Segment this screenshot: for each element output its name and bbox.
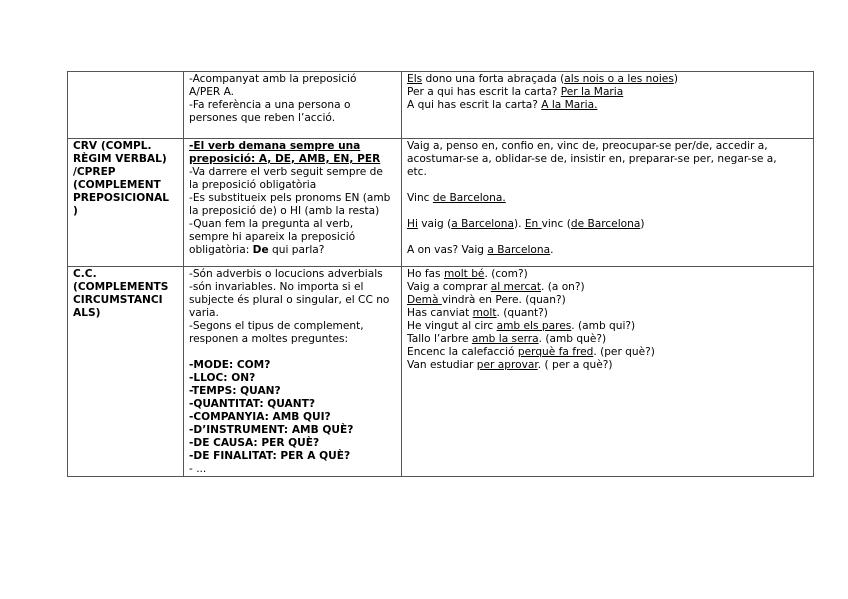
text-run: vindrà en Pere. (quan?) xyxy=(441,294,566,306)
text-run: ). xyxy=(513,218,525,230)
underlined-text: molt xyxy=(472,307,497,319)
example-line xyxy=(407,333,808,346)
row-label-line: ) xyxy=(73,205,78,217)
row-label-cell xyxy=(68,139,184,267)
row-label-cell xyxy=(68,267,184,477)
table-row-cc xyxy=(68,267,814,477)
text-run: Encenc la calefacció xyxy=(407,346,518,358)
text-run: -Són adverbis o locucions adverbials xyxy=(189,268,383,280)
example-line xyxy=(407,346,808,359)
row-label-line: (COMPLEMENTS xyxy=(73,281,169,293)
example-line xyxy=(407,244,808,257)
table-row-ci xyxy=(68,72,814,139)
underlined-text: a Barcelona xyxy=(451,218,514,230)
text-run: -TEMPS: QUAN? xyxy=(189,385,281,397)
description-line xyxy=(189,359,396,372)
underlined-text: a Barcelona xyxy=(487,244,551,256)
text-run: sempre hi apareix la preposició xyxy=(189,231,356,243)
text-run: Vaig a, penso en, confio en, vinc de, preocupar-se per/de, accedir a, xyxy=(407,140,768,152)
text-run: -QUANTITAT: QUANT? xyxy=(189,398,315,410)
description-line xyxy=(189,346,396,359)
row-description-cell xyxy=(184,267,402,477)
text-run: -LLOC: ON? xyxy=(189,372,256,384)
description-line xyxy=(189,166,396,179)
text-run: obligatòria: xyxy=(189,244,253,256)
row-description-cell xyxy=(184,139,402,267)
example-line xyxy=(407,166,808,179)
text-run: la preposició de) o HI (amb la resta) xyxy=(189,205,380,217)
description-line xyxy=(189,86,396,99)
underlined-text: amb la serra xyxy=(471,333,539,345)
row-label-cell xyxy=(68,72,184,139)
text-run: -Quan fem la pregunta al verb, xyxy=(189,218,354,230)
example-line xyxy=(407,153,808,166)
text-run: -Acompanyat amb la preposició xyxy=(189,73,357,85)
text-run: Vaig a comprar xyxy=(407,281,491,293)
text-run: Ho fas xyxy=(407,268,444,280)
example-line xyxy=(407,205,808,218)
example-line xyxy=(407,192,808,205)
text-run: . xyxy=(550,244,554,256)
text-run: . (amb qui?) xyxy=(571,320,636,332)
text-run: acostumar-se a, oblidar-se de, insistir en, preparar-se per, negar-se a, xyxy=(407,153,777,165)
row-examples-cell xyxy=(402,72,814,139)
text-run: dono una forta abraçada ( xyxy=(422,73,565,85)
description-line xyxy=(189,372,396,385)
row-label-line: CIRCUMSTANCI xyxy=(73,294,163,306)
underlined-text: A la Maria. xyxy=(541,99,598,111)
text-run: varia. xyxy=(189,307,219,319)
underlined-text: amb els pares xyxy=(496,320,572,332)
row-label-line: C.C. xyxy=(73,268,97,280)
underlined-text: Hi xyxy=(407,218,418,230)
text-run: -Va darrere el verb seguit sempre de xyxy=(189,166,383,178)
description-line xyxy=(189,320,396,333)
example-line xyxy=(407,179,808,192)
description-line xyxy=(189,73,396,86)
underlined-text: perquè fa fred xyxy=(517,346,594,358)
example-line xyxy=(407,73,808,86)
text-run: . (per què?) xyxy=(593,346,655,358)
table-row-crv xyxy=(68,139,814,267)
text-run: - ... xyxy=(189,463,207,475)
description-line xyxy=(189,463,396,476)
text-run: vaig ( xyxy=(417,218,452,230)
description-line xyxy=(189,112,396,125)
row-label-line: ALS) xyxy=(73,307,101,319)
text-run: -DE FINALITAT: PER A QUÈ? xyxy=(189,450,351,462)
row-examples-cell xyxy=(402,139,814,267)
description-line xyxy=(189,437,396,450)
underlined-text: als nois o a les noies xyxy=(564,73,674,85)
text-run: -COMPANYIA: AMB QUI? xyxy=(189,411,331,423)
description-line xyxy=(189,192,396,205)
underlined-text: En xyxy=(524,218,542,230)
underlined-text: de Barcelona. xyxy=(432,192,506,204)
row-label-line: PREPOSICIONAL xyxy=(73,192,170,204)
text-run: ) xyxy=(673,73,678,85)
example-line xyxy=(407,99,808,112)
underlined-text: Per la Maria xyxy=(560,86,624,98)
text-run: -Segons el tipus de complement, xyxy=(189,320,364,332)
example-line xyxy=(407,86,808,99)
text-run: Has canviat xyxy=(407,307,473,319)
description-line xyxy=(189,268,396,281)
grammar-table xyxy=(67,71,814,477)
underlined-text: preposició: A, DE, AMB, EN, PER xyxy=(189,153,381,165)
text-run: Vinc xyxy=(407,192,433,204)
text-run: -Fa referència a una persona o xyxy=(189,99,351,111)
text-run: . (amb què?) xyxy=(538,333,607,345)
text-run: -D’INSTRUMENT: AMB QUÈ? xyxy=(189,424,354,436)
row-description-cell xyxy=(184,72,402,139)
row-label-line: RÈGIM VERBAL) xyxy=(73,153,167,165)
description-line xyxy=(189,140,396,153)
text-run: -Es substitueix pels pronoms EN (amb xyxy=(189,192,391,204)
example-line xyxy=(407,359,808,372)
example-line xyxy=(407,268,808,281)
example-line xyxy=(407,294,808,307)
text-run: -són invariables. No importa si el xyxy=(189,281,364,293)
row-label-line: (COMPLEMENT xyxy=(73,179,161,191)
text-run: subjecte és plural o singular, el CC no xyxy=(189,294,390,306)
description-line xyxy=(189,450,396,463)
text-run: la preposició obligatòria xyxy=(189,179,317,191)
text-run: . (quant?) xyxy=(496,307,548,319)
text-run: qui parla? xyxy=(268,244,325,256)
underlined-text: Demà xyxy=(407,294,442,306)
example-line xyxy=(407,231,808,244)
description-line xyxy=(189,411,396,424)
text-run: He vingut al circ xyxy=(407,320,497,332)
text-run: . (a on?) xyxy=(540,281,585,293)
text-run: -DE CAUSA: PER QUÈ? xyxy=(189,437,320,449)
description-line xyxy=(189,385,396,398)
text-run: responen a moltes preguntes: xyxy=(189,333,349,345)
underlined-text: molt bé xyxy=(443,268,485,280)
text-run: Tallo l’arbre xyxy=(407,333,472,345)
text-run: vinc ( xyxy=(541,218,571,230)
description-line xyxy=(189,179,396,192)
description-line xyxy=(189,294,396,307)
description-line xyxy=(189,218,396,231)
text-run: etc. xyxy=(407,166,427,178)
text-run: A on vas? Vaig xyxy=(407,244,488,256)
underlined-text: al mercat xyxy=(490,281,541,293)
text-run: persones que reben l’acció. xyxy=(189,112,336,124)
underlined-text: de Barcelona xyxy=(570,218,641,230)
row-label-line: CRV (COMPL. xyxy=(73,140,152,152)
text-run: A/PER A. xyxy=(189,86,235,98)
example-line xyxy=(407,320,808,333)
example-line xyxy=(407,140,808,153)
description-line xyxy=(189,99,396,112)
description-line xyxy=(189,281,396,294)
description-line xyxy=(189,398,396,411)
description-line xyxy=(189,153,396,166)
description-line xyxy=(189,205,396,218)
description-line xyxy=(189,307,396,320)
text-run: -MODE: COM? xyxy=(189,359,271,371)
text-run: . (com?) xyxy=(484,268,528,280)
text-run: A qui has escrit la carta? xyxy=(407,99,542,111)
text-run: ) xyxy=(640,218,645,230)
description-line xyxy=(189,333,396,346)
text-run: . ( per a què?) xyxy=(537,359,613,371)
description-line xyxy=(189,231,396,244)
underlined-text: -El verb demana sempre una xyxy=(189,140,361,152)
description-line xyxy=(189,244,396,257)
underlined-text: per aprovar xyxy=(476,359,538,371)
example-line xyxy=(407,218,808,231)
row-label-line: /CPREP xyxy=(73,166,116,178)
underlined-text: Els xyxy=(407,73,423,85)
example-line xyxy=(407,281,808,294)
text-run: Per a qui has escrit la carta? xyxy=(407,86,561,98)
text-run: De xyxy=(252,244,269,256)
example-line xyxy=(407,307,808,320)
text-run: Van estudiar xyxy=(407,359,477,371)
description-line xyxy=(189,424,396,437)
row-examples-cell xyxy=(402,267,814,477)
